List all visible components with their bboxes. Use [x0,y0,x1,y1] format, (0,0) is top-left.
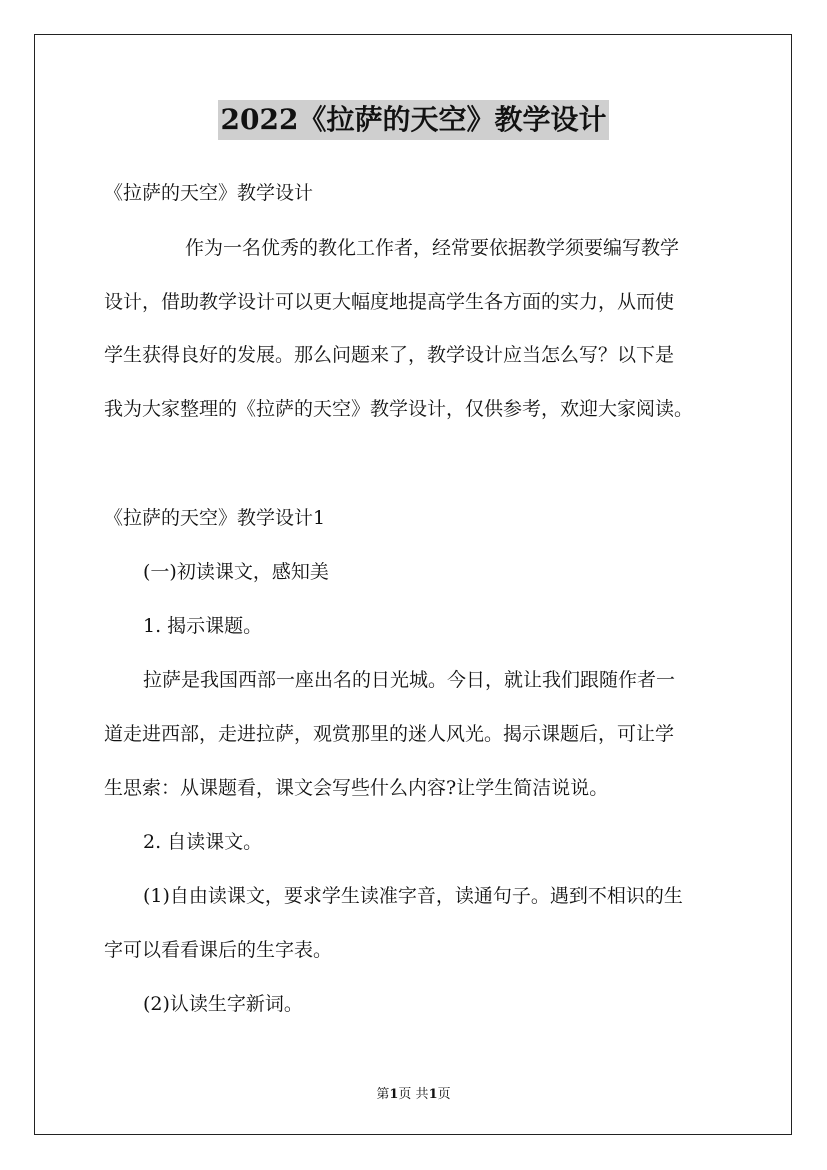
section-heading: 《拉萨的天空》教学设计1 [104,507,326,529]
footer-page-total: 1 [428,1087,438,1102]
intro-line-4: 我为大家整理的《拉萨的天空》教学设计，仅供参考，欢迎大家阅读。 [104,398,694,420]
body-line-1: (一)初读课文，感知美 [143,561,329,583]
body-line-8: 字可以看看课后的生字表。 [104,939,333,961]
body-line-7: (1)自由读课文，要求学生读准字音，读通句子。遇到不相识的生 [143,885,683,907]
intro-line-1: 作为一名优秀的教化工作者，经常要依据教学须要编写教学 [185,237,680,259]
footer-mid: 页 共 [398,1087,429,1102]
document-subtitle: 《拉萨的天空》教学设计 [104,182,314,204]
body-line-3: 拉萨是我国西部一座出名的日光城。今日，就让我们跟随作者一 [143,669,676,691]
body-line-6: 2. 自读课文。 [143,831,263,853]
footer-prefix: 第 [376,1087,390,1102]
body-line-2: 1. 揭示课题。 [143,615,263,637]
title-container [0,100,827,140]
body-line-5: 生思索：从课题看，课文会写些什么内容?让学生简洁说说。 [104,777,609,799]
body-line-9: (2)认读生字新词。 [143,993,303,1015]
body-line-4: 道走进西部，走进拉萨，观赏那里的迷人风光。揭示课题后，可让学 [104,723,675,745]
intro-line-2: 设计，借助教学设计可以更大幅度地提高学生各方面的实力，从而使 [104,291,675,313]
document-title: 2022《拉萨的天空》教学设计 [218,100,610,140]
footer-page-number: 1 [389,1087,399,1102]
intro-line-3: 学生获得良好的发展。那么问题来了，教学设计应当怎么写？以下是 [104,344,675,366]
page-footer [0,1083,827,1102]
footer-suffix: 页 [437,1087,451,1102]
